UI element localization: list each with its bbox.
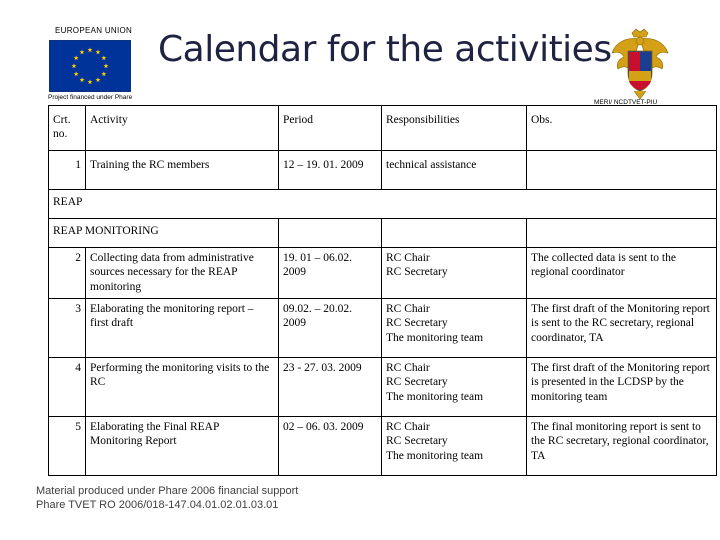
eu-label: EUROPEAN UNION bbox=[55, 26, 133, 35]
table-row bbox=[49, 151, 717, 190]
row-no: 3 bbox=[49, 299, 86, 358]
row-no: 1 bbox=[49, 151, 86, 190]
section-empty-cell bbox=[382, 219, 527, 248]
header-obs: Obs. bbox=[527, 106, 717, 151]
row-no: 4 bbox=[49, 358, 86, 417]
romanian-coat-of-arms-icon bbox=[608, 27, 672, 101]
table-row bbox=[49, 358, 717, 417]
row-obs: The final monitoring report is sent to the RC secretary, regional coordinator, TA bbox=[527, 417, 717, 476]
row-activity: Performing the monitoring visits to the RC bbox=[86, 358, 279, 417]
header-responsibilities: Responsibilities bbox=[382, 106, 527, 151]
row-responsibilities: RC Chair RC Secretary The monitoring team bbox=[382, 358, 527, 417]
page-title: Calendar for the activities bbox=[158, 29, 612, 70]
row-obs bbox=[527, 151, 717, 190]
section-row-reap bbox=[49, 190, 717, 219]
row-activity: Elaborating the Final REAP Monitoring Report bbox=[86, 417, 279, 476]
activities-table bbox=[48, 105, 717, 476]
section-empty-cell bbox=[527, 219, 717, 248]
row-obs: The first draft of the Monitoring report is sent to the RC secretary, regional coordinator, TA bbox=[527, 299, 717, 358]
table-row bbox=[49, 299, 717, 358]
footer bbox=[36, 485, 298, 513]
row-period: 23 - 27. 03. 2009 bbox=[279, 358, 382, 417]
row-period: 09.02. – 20.02. 2009 bbox=[279, 299, 382, 358]
table-row bbox=[49, 248, 717, 299]
row-responsibilities: RC Chair RC Secretary bbox=[382, 248, 527, 299]
section-row-reap-monitoring bbox=[49, 219, 717, 248]
row-period: 12 – 19. 01. 2009 bbox=[279, 151, 382, 190]
section-label-reap: REAP bbox=[49, 190, 717, 219]
ministry-label: MERI/ NCDTVET-PIU bbox=[594, 99, 658, 106]
row-activity: Elaborating the monitoring report – first draft bbox=[86, 299, 279, 358]
row-obs: The first draft of the Monitoring report is presented in the LCDSP by the monitoring team bbox=[527, 358, 717, 417]
table-row bbox=[49, 417, 717, 476]
row-responsibilities: technical assistance bbox=[382, 151, 527, 190]
project-label: Project financed under Phare bbox=[48, 94, 133, 101]
row-responsibilities: RC Chair RC Secretary The monitoring team bbox=[382, 417, 527, 476]
row-activity: Collecting data from administrative sources necessary for the REAP monitoring bbox=[86, 248, 279, 299]
header-no: Crt. no. bbox=[49, 106, 86, 151]
footer-line-2: Phare TVET RO 2006/018-147.04.01.02.01.03.01 bbox=[36, 498, 279, 511]
row-activity: Training the RC members bbox=[86, 151, 279, 190]
row-no: 2 bbox=[49, 248, 86, 299]
section-label-reap-monitoring: REAP MONITORING bbox=[49, 219, 279, 248]
row-no: 5 bbox=[49, 417, 86, 476]
header-activity: Activity bbox=[86, 106, 279, 151]
eu-flag-icon bbox=[49, 40, 131, 92]
table-header-row bbox=[49, 106, 717, 151]
section-empty-cell bbox=[279, 219, 382, 248]
row-obs: The collected data is sent to the regional coordinator bbox=[527, 248, 717, 299]
row-period: 02 – 06. 03. 2009 bbox=[279, 417, 382, 476]
header-period: Period bbox=[279, 106, 382, 151]
footer-line-1: Material produced under Phare 2006 financial support bbox=[36, 485, 299, 497]
row-period: 19. 01 – 06.02. 2009 bbox=[279, 248, 382, 299]
row-responsibilities: RC Chair RC Secretary The monitoring team bbox=[382, 299, 527, 358]
